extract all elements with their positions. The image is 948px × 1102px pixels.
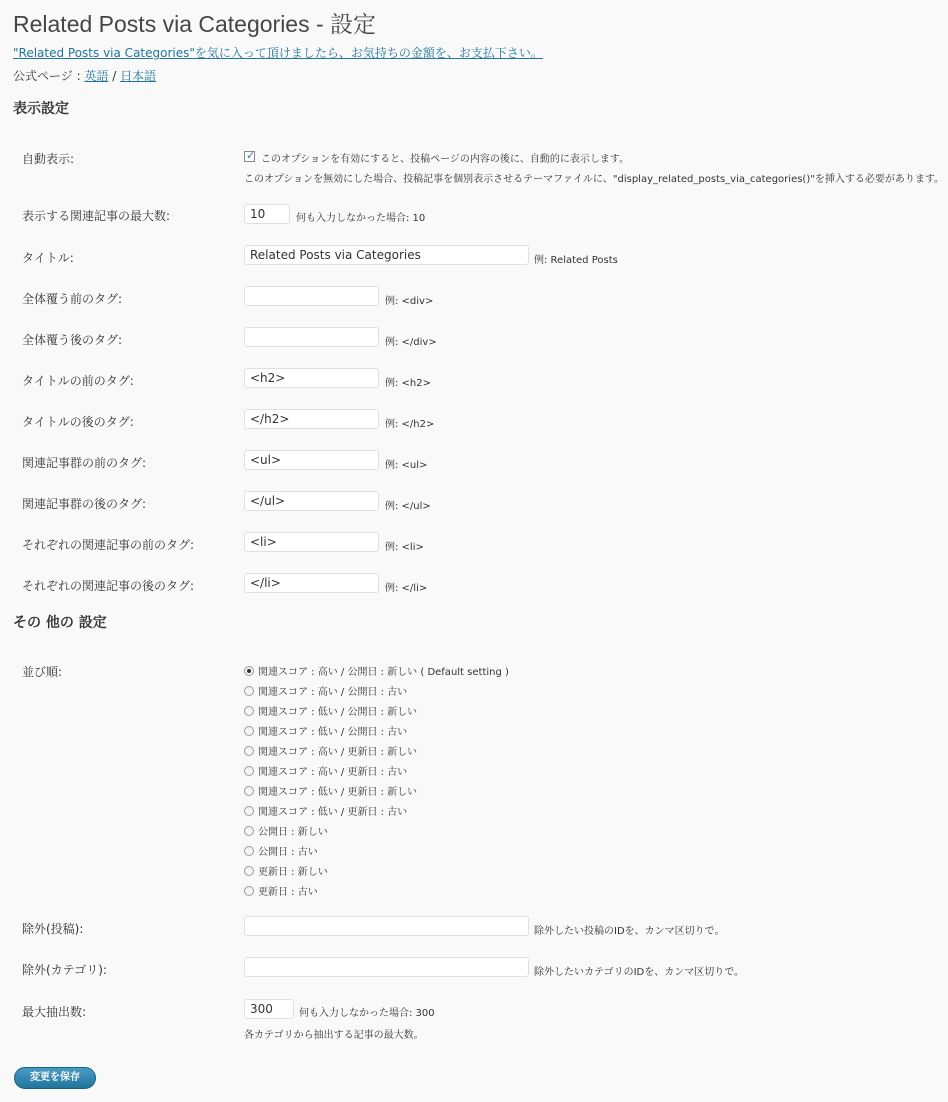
before-all-label: 全体覆う前のタグ: [22,292,123,306]
auto-display-checkbox-text: このオプションを有効にすると、投稿ページの内容の後に、自動的に表示します。 [261,154,630,165]
before-all-input[interactable] [244,286,379,306]
radio-button[interactable] [244,786,254,796]
exclude-posts-hint: 除外したい投稿のIDを、カンマ区切りで。 [534,926,725,937]
after-all-input[interactable] [244,327,379,347]
radio-button[interactable] [244,766,254,776]
checkmark-icon: ✓ [246,149,256,162]
auto-display-note: このオプションを無効にした場合、投稿記事を個別表示させるテーマファイルに、"display_related_posts_via_categories()"を挿入する必要があります。 [244,174,945,185]
sort-option-label: 関連スコア : 低い / 更新日 : 古い [258,807,408,818]
sort-option[interactable] [244,843,318,858]
after-all-hint: 例: </div> [385,337,437,348]
max-extract-note: 各カテゴリから抽出する記事の最大数。 [244,1030,424,1041]
official-page-ja-link[interactable]: 日本語 [120,69,157,83]
sort-option[interactable] [244,743,417,758]
sort-option[interactable] [244,703,417,718]
before-each-label: それぞれの関連記事の前のタグ: [22,538,195,552]
after-each-input[interactable] [244,573,379,593]
after-title-label: タイトルの後のタグ: [22,415,134,429]
exclude-categories-input[interactable] [244,957,529,977]
sort-option[interactable] [244,783,417,798]
before-all-hint: 例: <div> [385,296,434,307]
before-title-input[interactable] [244,368,379,388]
sort-option[interactable] [244,723,407,738]
after-all-label: 全体覆う後のタグ: [22,333,123,347]
radio-button[interactable] [244,706,254,716]
sort-option[interactable] [244,663,509,678]
radio-button[interactable] [244,826,254,836]
exclude-categories-hint: 除外したいカテゴリのIDを、カンマ区切りで。 [534,967,745,978]
sort-option[interactable] [244,803,407,818]
sort-option-label: 公開日 : 新しい [258,827,328,838]
auto-display-label: 自動表示: [22,152,75,166]
official-page-en-link[interactable]: 英語 [84,69,109,83]
sort-option[interactable] [244,863,328,878]
radio-button[interactable] [244,746,254,756]
sort-option[interactable] [244,763,407,778]
sort-option-label: 関連スコア : 高い / 公開日 : 新しい ( Default setting ) [258,667,509,678]
before-group-input[interactable] [244,450,379,470]
exclude-posts-label: 除外(投稿): [22,922,84,936]
sort-order-label: 並び順: [22,665,63,679]
after-title-hint: 例: </h2> [385,419,435,430]
before-group-label: 関連記事群の前のタグ: [22,456,147,470]
exclude-posts-input[interactable] [244,916,529,936]
before-title-hint: 例: <h2> [385,378,432,389]
official-page-line [13,67,156,84]
other-settings-heading: その 他の 設定 [13,615,107,631]
max-extract-input[interactable] [244,999,294,1019]
sort-option-label: 公開日 : 古い [258,847,318,858]
official-page-separator: / [112,69,117,83]
sort-option-label: 関連スコア : 高い / 更新日 : 新しい [258,747,418,758]
exclude-categories-label: 除外(カテゴリ): [22,963,107,977]
max-extract-hint: 何も入力しなかった場合: 300 [299,1008,435,1019]
max-count-hint: 何も入力しなかった場合: 10 [296,213,426,224]
radio-button[interactable] [244,686,254,696]
before-each-input[interactable] [244,532,379,552]
sort-option-label: 関連スコア : 高い / 更新日 : 古い [258,767,408,778]
sort-option-label: 更新日 : 新しい [258,867,328,878]
before-title-label: タイトルの前のタグ: [22,374,134,388]
sort-option-label: 関連スコア : 高い / 公開日 : 古い [258,687,408,698]
title-input[interactable] [244,245,529,265]
before-each-hint: 例: <li> [385,542,424,553]
title-label: タイトル: [22,251,74,265]
after-title-input[interactable] [244,409,379,429]
after-each-label: それぞれの関連記事の後のタグ: [22,579,195,593]
official-page-prefix: 公式ページ : [13,69,81,83]
after-group-input[interactable] [244,491,379,511]
sort-option-label: 関連スコア : 低い / 公開日 : 古い [258,727,408,738]
radio-button[interactable] [244,726,254,736]
page-title: Related Posts via Categories - 設定 [13,11,377,37]
sort-option[interactable] [244,683,407,698]
radio-button[interactable] [244,886,254,896]
donate-link[interactable]: "Related Posts via Categories"を気に入って頂けましたら、お気持ちの金額を、お支払下さい。 [13,46,543,60]
sort-option[interactable] [244,823,328,838]
sort-option[interactable] [244,883,318,898]
sort-option-label: 更新日 : 古い [258,887,318,898]
max-count-input[interactable] [244,204,290,224]
auto-display-checkbox[interactable] [244,151,255,162]
after-each-hint: 例: </li> [385,583,428,594]
radio-button[interactable] [244,866,254,876]
max-extract-label: 最大抽出数: [22,1005,87,1019]
save-button[interactable]: 変更を保存 [14,1067,96,1089]
sort-option-label: 関連スコア : 低い / 公開日 : 新しい [258,707,418,718]
display-settings-heading: 表示設定 [13,101,69,117]
max-count-label: 表示する関連記事の最大数: [22,209,171,223]
radio-button[interactable] [244,806,254,816]
title-hint: 例: Related Posts [534,255,618,266]
after-group-label: 関連記事群の後のタグ: [22,497,147,511]
before-group-hint: 例: <ul> [385,460,428,471]
radio-button[interactable] [244,846,254,856]
radio-button[interactable] [244,666,254,676]
sort-option-label: 関連スコア : 低い / 更新日 : 新しい [258,787,418,798]
after-group-hint: 例: </ul> [385,501,431,512]
